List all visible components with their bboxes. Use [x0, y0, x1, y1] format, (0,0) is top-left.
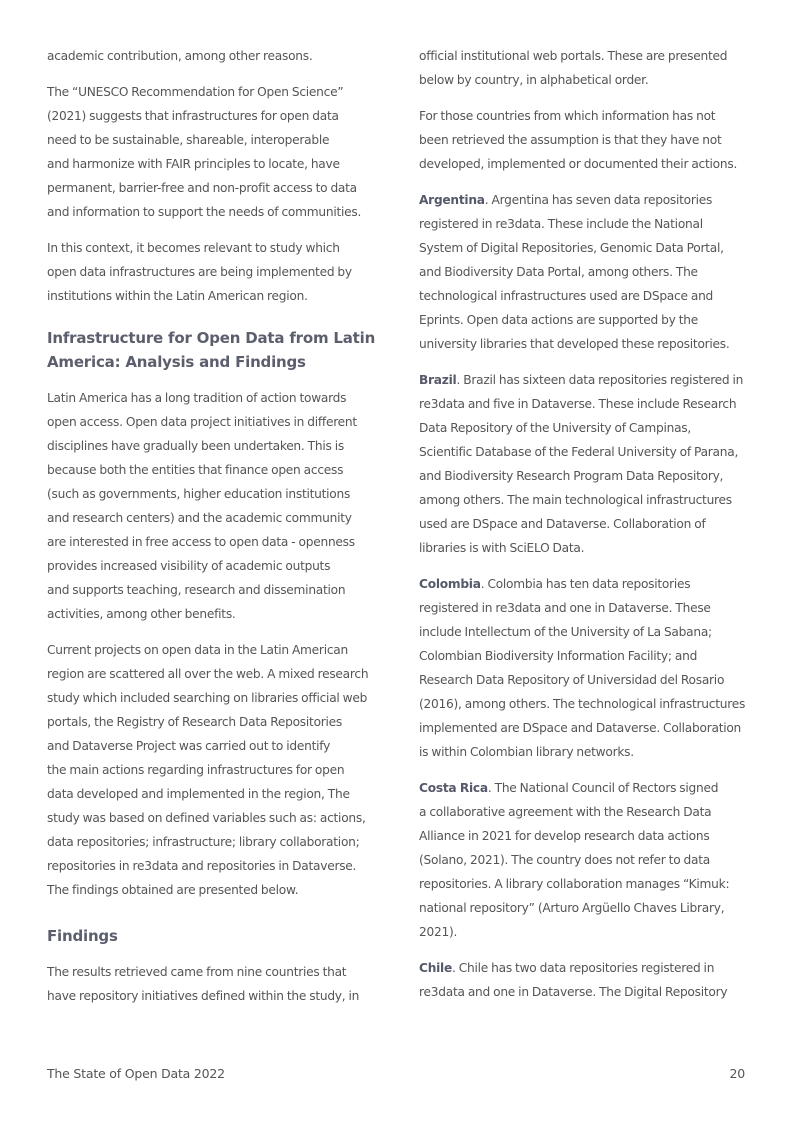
country-paragraph-argentina [419, 188, 769, 356]
country-name: Colombia [419, 577, 481, 591]
paragraph: The results retrieved came from nine countries that have repository initiatives defined within the study, in [47, 965, 360, 1003]
page-number: 20 [729, 1066, 745, 1081]
country-name: Brazil [419, 373, 457, 387]
country-paragraph-chile [419, 956, 769, 1004]
country-paragraph-colombia [419, 572, 769, 764]
country-text: . Argentina has seven data repositories registered in re3data. These include the National System of Digital Repositories, Genomic Data Portal, and Biodiversity Data Portal, among others. The technological infrastructures used are DSpace and Eprints. Open data actions are supported by the university libraries that developed these repositories. [419, 193, 730, 351]
country-text: . The National Council of Rectors signed a collaborative agreement with the Research Data Alliance in 2021 for develop research data actions (Solano, 2021). The country does not refer to data repositories. A library collaboration manages “Kimuk: national repository” (Arturo Argüello Chaves Library, 2021). [419, 781, 730, 939]
country-paragraph-brazil [419, 368, 769, 560]
paragraph: Current projects on open data in the Latin American region are scattered all over the web. A mixed research study which included searching on libraries official web portals, the Registry of Research Data Repositories and Dataverse Project was carried out to identify the main actions regarding infrastructures for open data developed and implemented in the region, The study was based on defined variables such as: actions, data repositories; infrastructure; library collaboration; repositories in re3data and repositories in Dataverse. The findings obtained are presented below. [47, 643, 369, 897]
right-column [419, 44, 769, 1016]
country-name: Chile [419, 961, 452, 975]
paragraph: official institutional web portals. These are presented below by country, in alphabetical order. [419, 49, 728, 87]
left-column [47, 44, 387, 1020]
section-heading: Infrastructure for Open Data from Latin America: Analysis and Findings [47, 329, 376, 371]
section-heading-findings: Findings [47, 927, 118, 945]
paragraph: In this context, it becomes relevant to study which open data infrastructures are being implemented by institutions within the Latin American region. [47, 241, 352, 303]
country-text: . Brazil has sixteen data repositories registered in re3data and five in Dataverse. These include Research Data Repository of the University of Campinas, Scientific Database of the Federal University of Parana, and Biodiversity Research Program Data Repository, among others. The main technological infrastructures used are DSpace and Dataverse. Collaboration of libraries is with SciELO Data. [419, 373, 744, 555]
paragraph: Latin America has a long tradition of action towards open access. Open data project initiatives in different disciplines have gradually been undertaken. This is because both the entities that finance open access (such as governments, higher education institutions and research centers) and the academic community are interested in free access to open data - openness provides increased visibility of academic outputs and supports teaching, research and dissemination activities, among other benefits. [47, 391, 357, 621]
paragraph: For those countries from which information has not been retrieved the assumption is that they have not developed, implemented or documented their actions. [419, 109, 738, 171]
paragraph: academic contribution, among other reasons. [47, 49, 313, 63]
country-name: Costa Rica [419, 781, 488, 795]
country-paragraph-costa-rica [419, 776, 769, 944]
country-text: . Chile has two data repositories registered in re3data and one in Dataverse. The Digital Repository [419, 961, 728, 999]
country-name: Argentina [419, 193, 485, 207]
country-text: . Colombia has ten data repositories registered in re3data and one in Dataverse. These include Intellectum of the University of La Sabana; Colombian Biodiversity Information Facility; and Research Data Repository of Universidad del Rosario (2016), among others. The technological infrastructures implemented are DSpace and Dataverse. Collaboration is within Colombian library networks. [419, 577, 746, 759]
paragraph: The “UNESCO Recommendation for Open Science” (2021) suggests that infrastructures for open data need to be sustainable, shareable, interoperable and harmonize with FAIR principles to locate, have permanent, barrier-free and non-profit access to data and information to support the needs of communities. [47, 85, 362, 219]
footer-title: The State of Open Data 2022 [47, 1066, 225, 1081]
